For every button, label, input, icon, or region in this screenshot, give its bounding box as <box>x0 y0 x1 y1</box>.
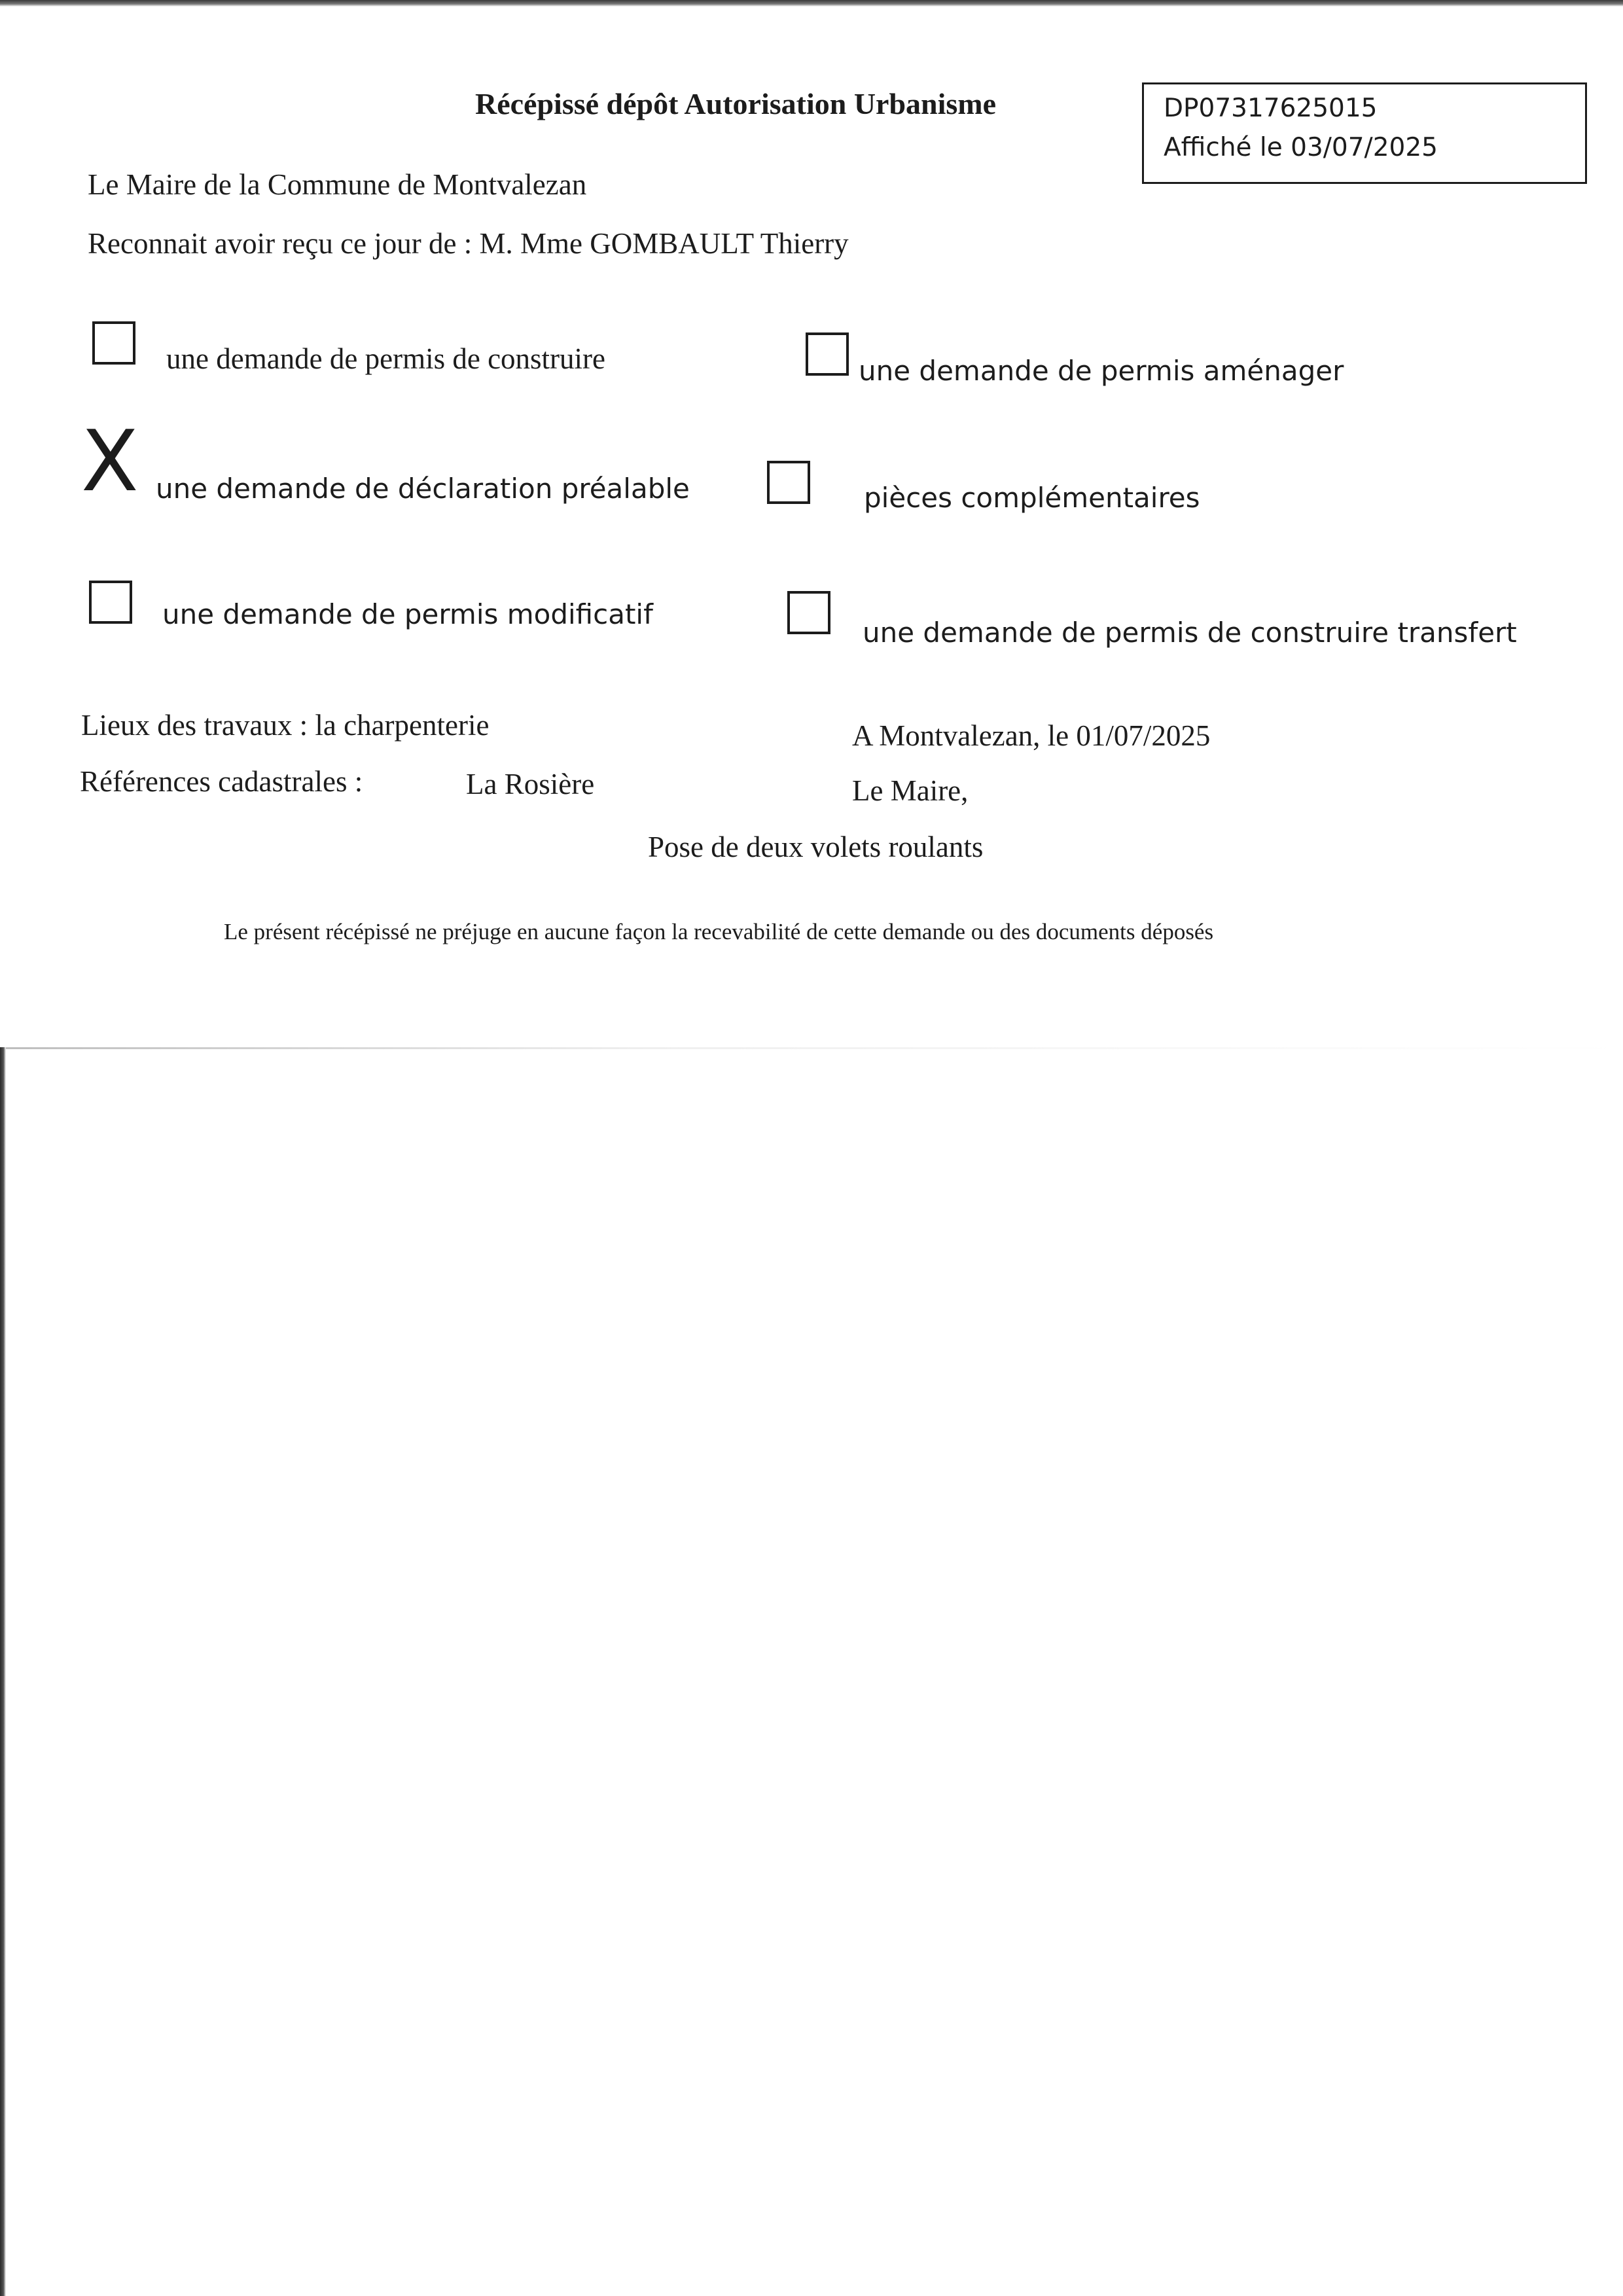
scan-top-edge <box>0 0 1623 7</box>
received-from-line: Reconnait avoir reçu ce jour de : M. Mme GOMBAULT Thierry <box>88 227 849 260</box>
option-label-pieces-complementaires: pièces complémentaires <box>864 482 1200 514</box>
scan-left-edge <box>0 1047 6 2296</box>
option-label-permis-amenager: une demande de permis aménager <box>859 355 1344 387</box>
place-and-date: A Montvalezan, le 01/07/2025 <box>852 719 1211 752</box>
option-label-permis-construire-transfert: une demande de permis de construire transfert <box>863 617 1517 649</box>
option-label-declaration-prealable: une demande de déclaration préalable <box>156 473 690 505</box>
checked-x-mark[interactable]: X <box>81 413 139 511</box>
cadastral-references-label: Références cadastrales : <box>80 765 363 798</box>
posting-date: Affiché le 03/07/2025 <box>1164 133 1438 162</box>
option-label-permis-modificatif: une demande de permis modificatif <box>162 598 653 630</box>
option-label-permis-construire: une demande de permis de construire <box>166 342 606 375</box>
cadastral-references-value: La Rosière <box>466 768 595 800</box>
mayor-line: Le Maire de la Commune de Montvalezan <box>88 168 587 201</box>
checkbox-pieces-complementaires[interactable] <box>767 461 810 504</box>
checkbox-permis-amenager[interactable] <box>806 332 849 376</box>
works-description: Pose de deux volets roulants <box>648 831 984 863</box>
reference-number: DP07317625015 <box>1164 94 1378 123</box>
checkbox-permis-modificatif[interactable] <box>89 581 132 624</box>
scan-fold-line <box>0 1047 1623 1049</box>
document-title: Récépissé dépôt Autorisation Urbanisme <box>475 87 997 120</box>
disclaimer: Le présent récépissé ne préjuge en aucune façon la recevabilité de cette demande ou des documents déposés <box>224 919 1214 944</box>
mayor-signature-line: Le Maire, <box>852 774 969 807</box>
works-location: Lieux des travaux : la charpenterie <box>81 709 490 742</box>
checkbox-permis-construire-transfert[interactable] <box>787 591 830 634</box>
checkbox-permis-construire[interactable] <box>92 321 135 365</box>
